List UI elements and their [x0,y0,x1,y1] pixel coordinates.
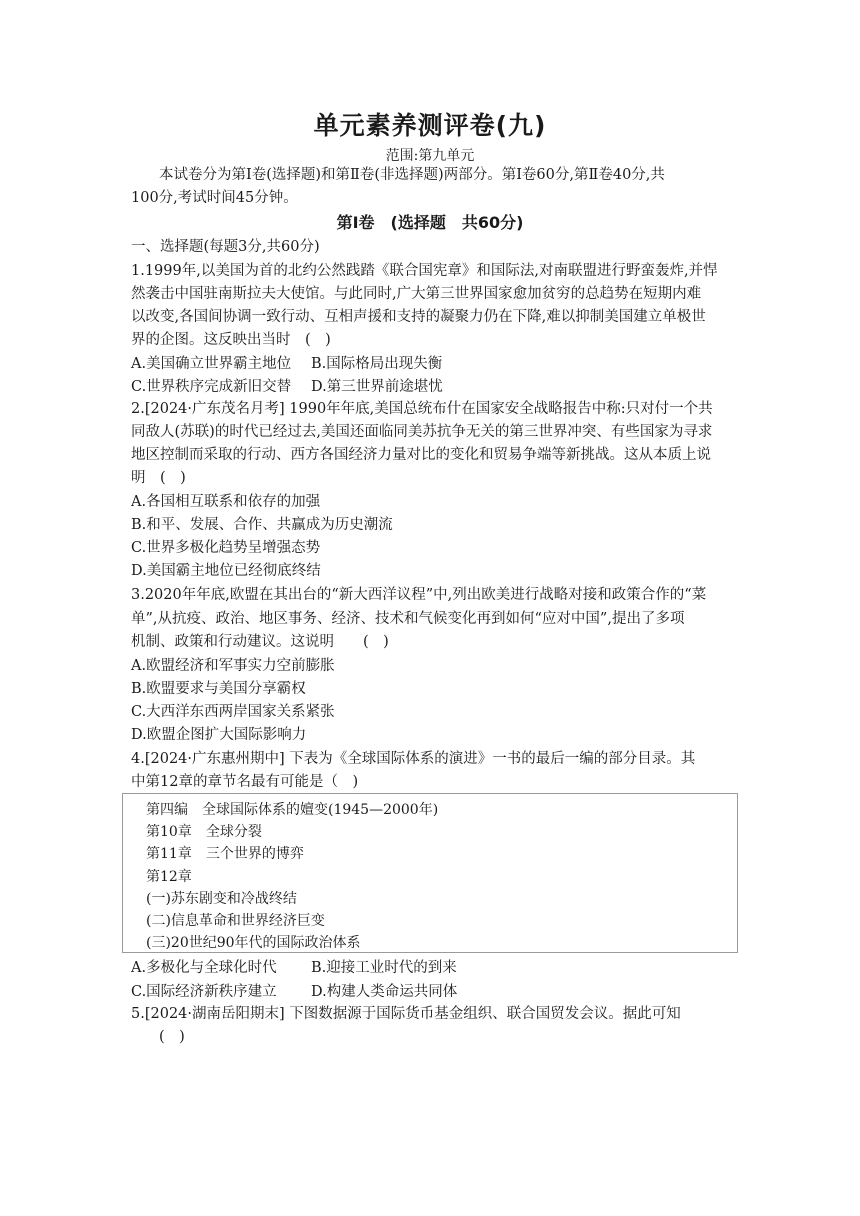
q3-option-b: B.欧盟要求与美国分享霸权 [131,681,306,697]
q4-option-b: B.迎接工业时代的到来 [311,960,457,976]
intro-line-1: 本试卷分为第Ⅰ卷(选择题)和第Ⅱ卷(非选择题)两部分。第Ⅰ卷60分,第Ⅱ卷40分,共 [159,167,665,183]
q1-text-line: 然袭击中国驻南斯拉夫大使馆。与此同时,广大第三世界国家愈加贫穷的总趋势在短期内难 [131,286,702,302]
q2-option-b: B.和平、发展、合作、共赢成为历史潮流 [131,517,393,533]
q2-text-line: 明 ( ) [131,470,186,486]
q1-option-b: B.国际格局出现失衡 [311,356,443,372]
q5-text-line: ( ) [159,1029,185,1045]
q4-option-c: C.国际经济新秩序建立 [131,984,277,1000]
toc-entry: 第10章 全球分裂 [146,824,262,840]
q2-text-line: 2.[2024·广东茂名月考] 1990年年底,美国总统布什在国家安全战略报告中称:只对付一个共 [131,401,713,417]
q1-option-a: A.美国确立世界霸主地位 [131,356,292,372]
q2-option-c: C.世界多极化趋势呈增强态势 [131,540,321,556]
part1-heading: 一、选择题(每题3分,共60分) [131,239,320,255]
toc-entry: (一)苏东剧变和冷战终结 [146,891,297,907]
q3-option-d: D.欧盟企图扩大国际影响力 [131,727,307,743]
q3-text-line: 单”,从抗疫、政治、地区事务、经济、技术和气候变化再到如何“应对中国”,提出了多项 [131,611,685,627]
q4-option-d: D.构建人类命运共同体 [311,984,458,1000]
toc-entry: (二)信息革命和世界经济巨变 [146,913,325,929]
scope-line: 范围:第九单元 [385,148,475,164]
q4-text-line: 4.[2024·广东惠州期中] 下表为《全球国际体系的演进》一书的最后一编的部分目录。其 [131,751,696,767]
q5-text-line: 5.[2024·湖南岳阳期末] 下图数据源于国际货币基金组织、联合国贸发会议。据此可知 [131,1006,681,1022]
page-title: 单元素养测评卷(九) [313,111,547,140]
q3-text-line: 机制、政策和行动建议。这说明 ( ) [131,634,389,650]
q3-option-c: C.大西洋东西两岸国家关系紧张 [131,704,335,720]
q4-option-a: A.多极化与全球化时代 [131,960,277,976]
intro-line-2: 100分,考试时间45分钟。 [131,190,298,206]
section1-heading: 第Ⅰ卷 (选择题 共60分) [336,213,524,232]
toc-entry: 第四编 全球国际体系的嬗变(1945—2000年) [146,802,439,818]
q2-option-d: D.美国霸主地位已经彻底终结 [131,563,321,579]
toc-entry: 第12章 [146,869,192,885]
q1-text-line: 界的企图。这反映出当时 ( ) [131,332,331,348]
q3-text-line: 3.2020年年底,欧盟在其出台的“新大西洋议程”中,列出欧美进行战略对接和政策合作的“菜 [131,587,707,603]
q2-option-a: A.各国相互联系和依存的加强 [131,494,321,510]
toc-entry: (三)20世纪90年代的国际政治体系 [146,935,361,951]
q4-text-line: 中第12章的章节名最有可能是（ ) [131,774,359,790]
q1-text-line: 以改变,各国间协调一致行动、互相声援和支持的凝聚力仍在下降,难以抑制美国建立单极世 [131,309,706,325]
q2-text-line: 地区控制而采取的行动、西方各国经济力量对比的变化和贸易争端等新挑战。这从本质上说 [131,447,711,463]
q3-option-a: A.欧盟经济和军事实力空前膨胀 [131,658,335,674]
q1-option-c: C.世界秩序完成新旧交替 [131,379,292,395]
q1-option-d: D.第三世界前途堪忧 [311,379,443,395]
q1-text-line: 1.1999年,以美国为首的北约公然践踏《联合国宪章》和国际法,对南联盟进行野蛮轰炸,并悍 [131,263,718,279]
toc-entry: 第11章 三个世界的博弈 [146,846,304,862]
q2-text-line: 同敌人(苏联)的时代已经过去,美国还面临同美苏抗争无关的第三世界冲突、有些国家为寻求 [131,424,713,440]
